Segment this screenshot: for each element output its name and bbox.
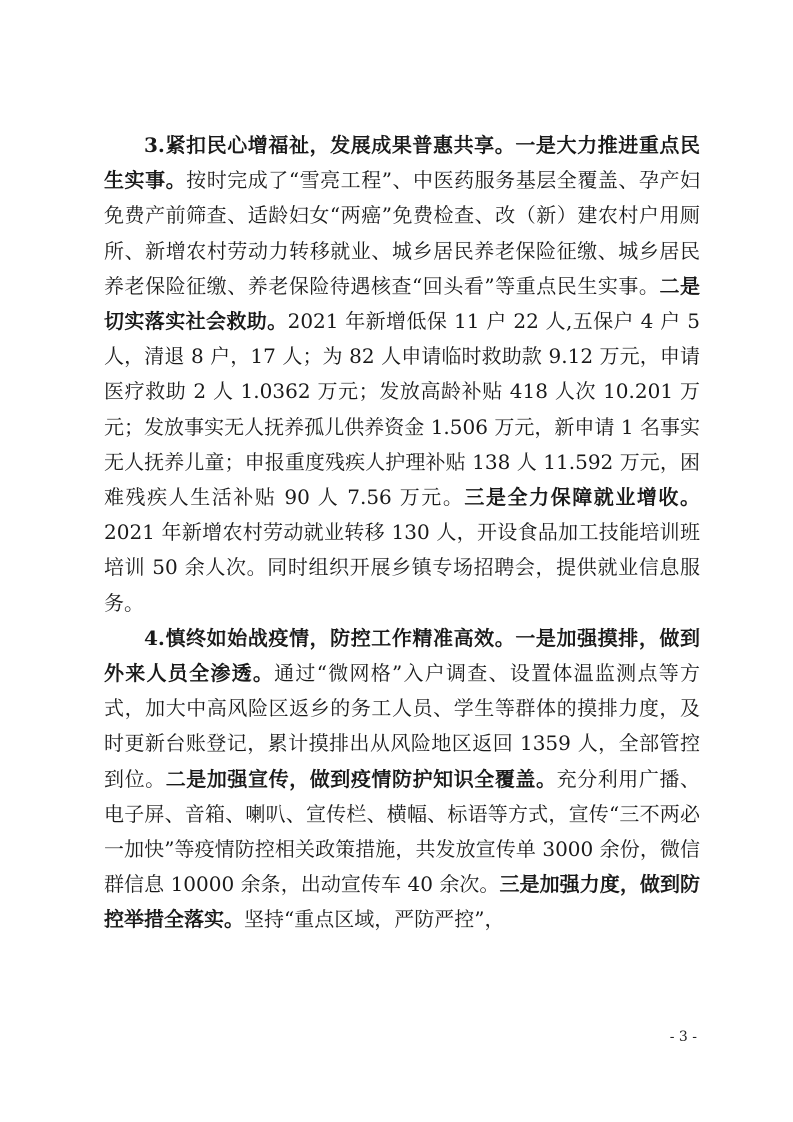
paragraph-livelihood: [104, 128, 700, 621]
text-control-measures: 坚持“重点区域，严防严控”，: [244, 907, 505, 932]
heading-social-assistance: 二是切实落实社会救助。: [104, 273, 701, 334]
heading-employment: 三是全力保障就业增收。: [464, 485, 700, 510]
heading-livelihood: 3.紧扣民心增福祉，发展成果普惠共享。一是大力推进重点民生实事。: [104, 133, 700, 193]
text-publicity: 充分利用广播、电子屏、音箱、喇叭、宣传栏、横幅、标语等方式，宣传“三不两必一加快”等疫情防控相关政策措施，共发放宣传单 3000 余份，微信群信息 10000 余条，出动宣传车 40 余次。: [104, 766, 701, 897]
heading-epidemic: 4.慎终如始战疫情，防控工作精准高效。一是加强摸排，做到外来人员全渗透。: [104, 625, 700, 686]
heading-publicity: 二是加强宣传，做到疫情防护知识全覆盖。: [165, 766, 557, 791]
text-livelihood-projects: 按时完成了“雪亮工程”、中医药服务基层全覆盖、孕产妇免费产前筛查、适龄妇女“两癌”免费检查、改（新）建农村户用厕所、新增农村劳动力转移就业、城乡居民养老保险征缴、城乡居民养老保险征缴、养老保险待遇核查“回头看”等重点民生实事。: [104, 168, 701, 298]
text-social-assistance: 2021 年新增低保 11 户 22 人,五保户 4 户 5 人，清退 8 户，17 人；为 82 人申请临时救助款 9.12 万元，申请医疗救助 2 人 1.0362 万元；发放高龄补贴 418 人次 10.201 万元；发放事实无人抚养孤儿供养资金 1.506 万元，新申请 1 名事实无人抚养儿童；申报重度残疾人护理补贴 138 人 11.592 万元，困难残疾人生活补贴 90 人 7.56 万元。: [104, 309, 701, 510]
text-employment: 2021 年新增农村劳动就业转移 130 人，开设食品加工技能培训班培训 50 余人次。同时组织开展乡镇专场招聘会，提供就业信息服务。: [104, 520, 700, 615]
heading-control-measures: 三是加强力度，做到防控举措全落实。: [104, 872, 700, 932]
document-body: [104, 128, 700, 938]
text-screening: 通过“微网格”入户调查、设置体温监测点等方式，加大中高风险区返乡的务工人员、学生等群体的摸排力度，及时更新台账登记，累计摸排出从风险地区返回 1359 人，全部管控到位。: [104, 661, 700, 791]
paragraph-epidemic: [104, 621, 700, 938]
page-number: - 3 -: [669, 1029, 697, 1045]
